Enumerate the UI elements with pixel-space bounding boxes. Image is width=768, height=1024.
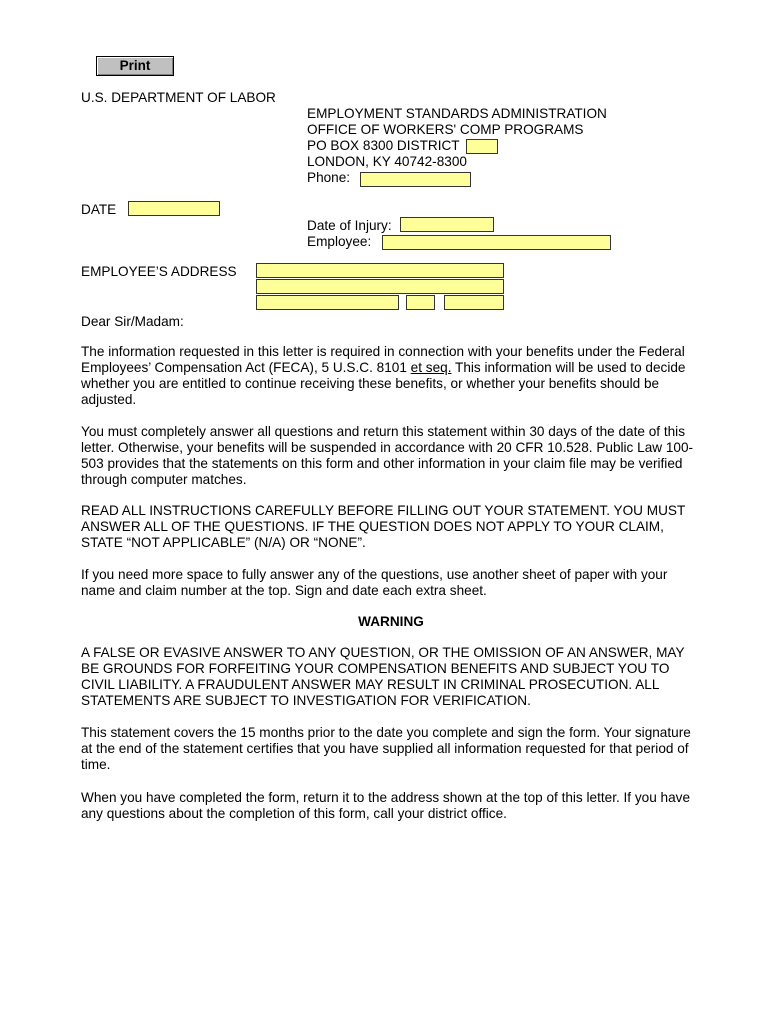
zip-field[interactable] bbox=[444, 295, 504, 310]
state-field[interactable] bbox=[406, 295, 435, 310]
date-of-injury-label: Date of Injury: bbox=[307, 218, 392, 233]
paragraph-coverage: This statement covers the 15 months prior to the date you complete and sign the form. Your signature at the end of the statement certifies that you have supplied all information requested for that period of time. bbox=[81, 725, 691, 772]
date-of-injury-field[interactable] bbox=[400, 217, 494, 232]
warning-title: WARNING bbox=[358, 614, 424, 629]
city-field[interactable] bbox=[256, 295, 399, 310]
address-line-2: LONDON, KY 40742-8300 bbox=[307, 154, 467, 169]
date-label: DATE bbox=[81, 202, 117, 217]
phone-label: Phone: bbox=[307, 170, 351, 185]
paragraph-return: When you have completed the form, return it to the address shown at the top of this letter. If you have any questions about the completion of this form, call your district office. bbox=[81, 790, 691, 821]
date-field[interactable] bbox=[128, 201, 220, 216]
print-button[interactable]: Print bbox=[96, 56, 174, 76]
salutation: Dear Sir/Madam: bbox=[81, 314, 184, 329]
address-line-1: PO BOX 8300 DISTRICT bbox=[307, 138, 460, 153]
paragraph-deadline: You must completely answer all questions and return this statement within 30 days of the date of this letter. Otherwise, your benefits will be suspended in accordance with 20 CFR 10.528. Public Law 100-503 provides that the statements on this form and other information in your claim file may be verified through computer matches. bbox=[81, 424, 694, 487]
address-line-1-field[interactable] bbox=[256, 263, 504, 278]
agency-line-2: OFFICE OF WORKERS' COMP PROGRAMS bbox=[307, 122, 584, 137]
paragraph-privacy: The information requested in this letter is required in connection with your benefits under the Federal Employees’ Compensation Act (FECA), 5 U.S.C. 8101 et seq. This information will be used to decide whether you are entitled to continue receiving these benefits, or whether your benefits should be adjusted. bbox=[81, 344, 686, 407]
employee-label: Employee: bbox=[307, 234, 372, 249]
district-field[interactable] bbox=[466, 139, 498, 154]
paragraph-instructions: READ ALL INSTRUCTIONS CAREFULLY BEFORE FILLING OUT YOUR STATEMENT. YOU MUST ANSWER ALL OF THE QUESTIONS. IF THE QUESTION DOES NOT APPLY TO YOUR CLAIM, STATE “NOT APPLICABLE” (N/A) OR “NONE”. bbox=[81, 503, 686, 550]
paragraph-extra-space: If you need more space to fully answer any of the questions, use another sheet of paper with your name and claim number at the top. Sign and date each extra sheet. bbox=[81, 567, 668, 598]
employee-field[interactable] bbox=[382, 235, 611, 250]
paragraph-warning: A FALSE OR EVASIVE ANSWER TO ANY QUESTION, OR THE OMISSION OF AN ANSWER, MAY BE GROUNDS FOR FORFEITING YOUR COMPENSATION BENEFITS AND SUBJECT YOU TO CIVIL LIABILITY. A FRAUDULENT ANSWER MAY RESULT IN CRIMINAL PROSECUTION. ALL STATEMENTS ARE SUBJECT TO INVESTIGATION FOR VERIFICATION. bbox=[81, 645, 685, 708]
phone-field[interactable] bbox=[360, 172, 471, 187]
department-name: U.S. DEPARTMENT OF LABOR bbox=[81, 90, 276, 105]
agency-line-1: EMPLOYMENT STANDARDS ADMINISTRATION bbox=[307, 106, 607, 121]
employee-address-label: EMPLOYEE’S ADDRESS bbox=[81, 264, 237, 279]
address-line-2-field[interactable] bbox=[256, 279, 504, 294]
